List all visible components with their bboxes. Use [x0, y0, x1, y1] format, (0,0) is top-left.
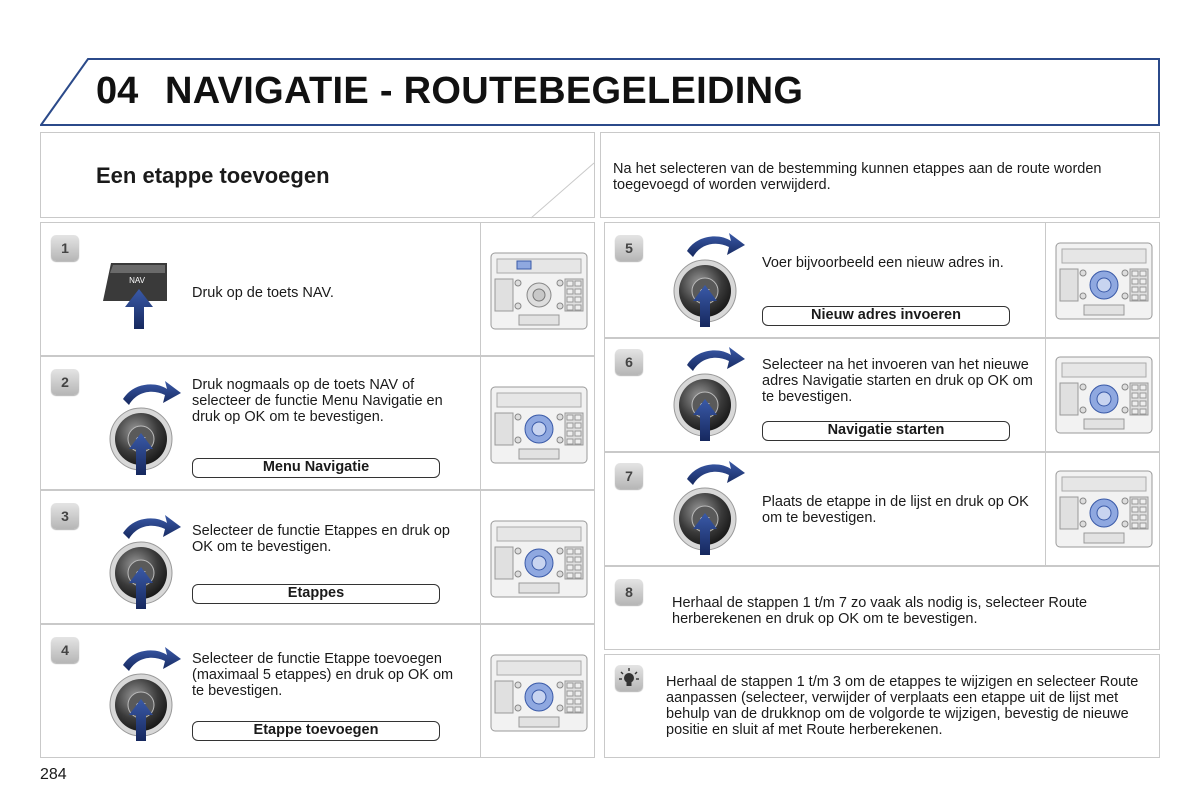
svg-text:NAV: NAV — [129, 276, 145, 285]
nieuw-adres-invoeren-button[interactable]: Nieuw adres invoeren — [762, 306, 1010, 326]
step-3-panel — [40, 490, 595, 624]
page-number: 284 — [40, 766, 67, 783]
step-text: Selecteer de functie Etappe toevoegen (maximaal 5 etappes) en druk op OK om te bevestigen. — [192, 651, 454, 699]
intro-heading-panel — [40, 132, 595, 218]
tip-panel — [604, 654, 1160, 758]
etappe-toevoegen-button[interactable]: Etappe toevoegen — [192, 721, 440, 741]
step-6-panel — [604, 338, 1160, 452]
step-badge: 1 — [51, 235, 79, 261]
rotary-knob-icon — [669, 455, 749, 565]
step-badge: 2 — [51, 369, 79, 395]
step-text: Druk op de toets NAV. — [192, 285, 334, 301]
rotary-knob-icon — [105, 509, 185, 619]
step-1-panel — [40, 222, 595, 356]
radio-screenshot — [1045, 453, 1159, 565]
radio-screenshot — [1045, 339, 1159, 451]
step-text: Plaats de etappe in de lijst en druk op OK om te bevestigen. — [762, 494, 1029, 526]
intro-description-panel — [600, 132, 1160, 218]
tip-text: Herhaal de stappen 1 t/m 3 om de etappes te wijzigen en selecteer Route aanpassen (selecteer, verwijder of verplaats een etappe uit de lijst met behulp van de drukknop om de volgorde te wijzigen, bevestig de nieuwe positie en sluit af met Route herberekenen. — [666, 674, 1139, 738]
rotary-knob-icon — [105, 375, 185, 485]
radio-screenshot — [1045, 223, 1159, 337]
step-badge: 5 — [615, 235, 643, 261]
step-4-panel — [40, 624, 595, 758]
section-heading: Een etappe toevoegen — [96, 163, 330, 188]
step-badge: 7 — [615, 463, 643, 489]
navigatie-starten-button[interactable]: Navigatie starten — [762, 421, 1010, 441]
step-badge: 8 — [615, 579, 643, 605]
step-7-panel — [604, 452, 1160, 566]
etappes-button[interactable]: Etappes — [192, 584, 440, 604]
step-text: Druk nogmaals op de toets NAV of selecteer de functie Menu Navigatie en druk op OK om te bevestigen. — [192, 377, 443, 425]
rotary-knob-icon — [669, 341, 749, 451]
intro-description: Na het selecteren van de bestemming kunnen etappes aan de route worden toegevoegd of worden verwijderd. — [613, 161, 1102, 193]
radio-screenshot — [480, 625, 594, 757]
step-text: Selecteer de functie Etappes en druk op OK om te bevestigen. — [192, 523, 450, 555]
nav-key-icon — [101, 259, 171, 331]
lightbulb-icon — [615, 665, 643, 691]
step-text: Voer bijvoorbeeld een nieuw adres in. — [762, 255, 1004, 271]
chapter-number: 04 — [96, 70, 139, 112]
step-2-panel — [40, 356, 595, 490]
step-8-panel — [604, 566, 1160, 650]
step-badge: 6 — [615, 349, 643, 375]
step-text: Herhaal de stappen 1 t/m 7 zo vaak als nodig is, selecteer Route herberekenen en druk op OK om te bevestigen. — [672, 595, 1088, 627]
rotary-knob-icon — [105, 641, 185, 751]
page-title: NAVIGATIE - ROUTEBEGELEIDING — [165, 70, 804, 112]
radio-screenshot — [480, 357, 594, 489]
step-text: Selecteer na het invoeren van het nieuwe adres Navigatie starten en druk op OK om te bevestigen. — [762, 357, 1033, 405]
rotary-knob-icon — [669, 227, 749, 337]
menu-navigatie-button[interactable]: Menu Navigatie — [192, 458, 440, 478]
radio-screenshot — [480, 491, 594, 623]
step-5-panel — [604, 222, 1160, 338]
radio-screenshot — [480, 223, 594, 355]
step-badge: 3 — [51, 503, 79, 529]
step-badge: 4 — [51, 637, 79, 663]
